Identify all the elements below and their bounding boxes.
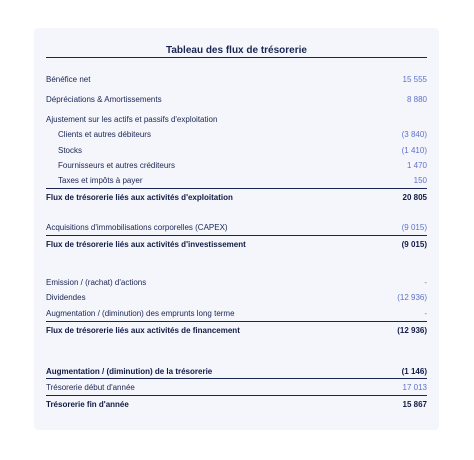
row-depreciation: [46, 93, 427, 107]
row-net-change-cash: [46, 365, 427, 379]
row-value: (1 146): [401, 367, 427, 376]
row-taxes-payable: [46, 174, 427, 188]
row-value: (9 015): [401, 223, 427, 232]
row-label: Flux de trésorerie liés aux activités de financement: [46, 326, 240, 335]
row-financing-cash-flow: [46, 324, 427, 338]
row-investing-cash-flow: [46, 238, 427, 252]
row-label: Stocks: [58, 146, 83, 155]
row-label: Trésorerie fin d'année: [46, 400, 129, 409]
row-value: -: [424, 278, 427, 287]
row-closing-cash: [46, 398, 427, 412]
row-label: Clients et autres débiteurs: [58, 130, 151, 139]
row-label: Emission / (rachat) d'actions: [46, 278, 147, 287]
row-label: Dividendes: [46, 293, 86, 302]
row-label: Ajustement sur les actifs et passifs d'exploitation: [46, 115, 218, 124]
row-operating-cash-flow: [46, 191, 427, 205]
row-value: 15 867: [402, 400, 427, 409]
row-working-capital-heading: [46, 113, 427, 127]
row-value: (12 936): [397, 326, 427, 335]
row-value: -: [424, 309, 427, 318]
row-label: Taxes et impôts à payer: [58, 176, 143, 185]
row-label: Trésorerie début d'année: [46, 383, 135, 392]
row-inventory: [46, 144, 427, 158]
row-label: Augmentation / (diminution) de la trésorerie: [46, 367, 213, 376]
row-value: (1 410): [401, 146, 427, 155]
row-value: (9 015): [401, 240, 427, 249]
row-label: Augmentation / (diminution) des emprunts long terme: [46, 309, 235, 318]
row-net-income: [46, 73, 427, 87]
row-label: Acquisitions d'immobilisations corporelles (CAPEX): [46, 223, 228, 232]
row-value: (12 936): [397, 293, 427, 302]
row-label: Flux de trésorerie liés aux activités d'exploitation: [46, 193, 233, 202]
row-dividends: [46, 291, 427, 305]
row-value: 150: [413, 176, 427, 185]
row-opening-cash: [46, 381, 427, 395]
row-share-issuance: [46, 276, 427, 290]
row-capex: [46, 221, 427, 235]
row-receivables: [46, 128, 427, 142]
row-long-term-debt: [46, 307, 427, 321]
row-value: 1 470: [406, 161, 427, 170]
row-value: 20 805: [402, 193, 427, 202]
table-title: Tableau des flux de trésorerie: [166, 45, 307, 56]
row-label: Bénéfice net: [46, 75, 91, 84]
row-label: Dépréciations & Amortissements: [46, 95, 162, 104]
row-value: 8 880: [406, 95, 427, 104]
row-value: 17 013: [402, 383, 427, 392]
row-label: Fournisseurs et autres créditeurs: [58, 161, 175, 170]
row-value: (3 840): [401, 130, 427, 139]
cash-flow-card: [34, 28, 439, 430]
row-label: Flux de trésorerie liés aux activités d'investissement: [46, 240, 246, 249]
row-value: 15 555: [402, 75, 427, 84]
title-divider: [46, 57, 427, 58]
row-payables: [46, 159, 427, 173]
